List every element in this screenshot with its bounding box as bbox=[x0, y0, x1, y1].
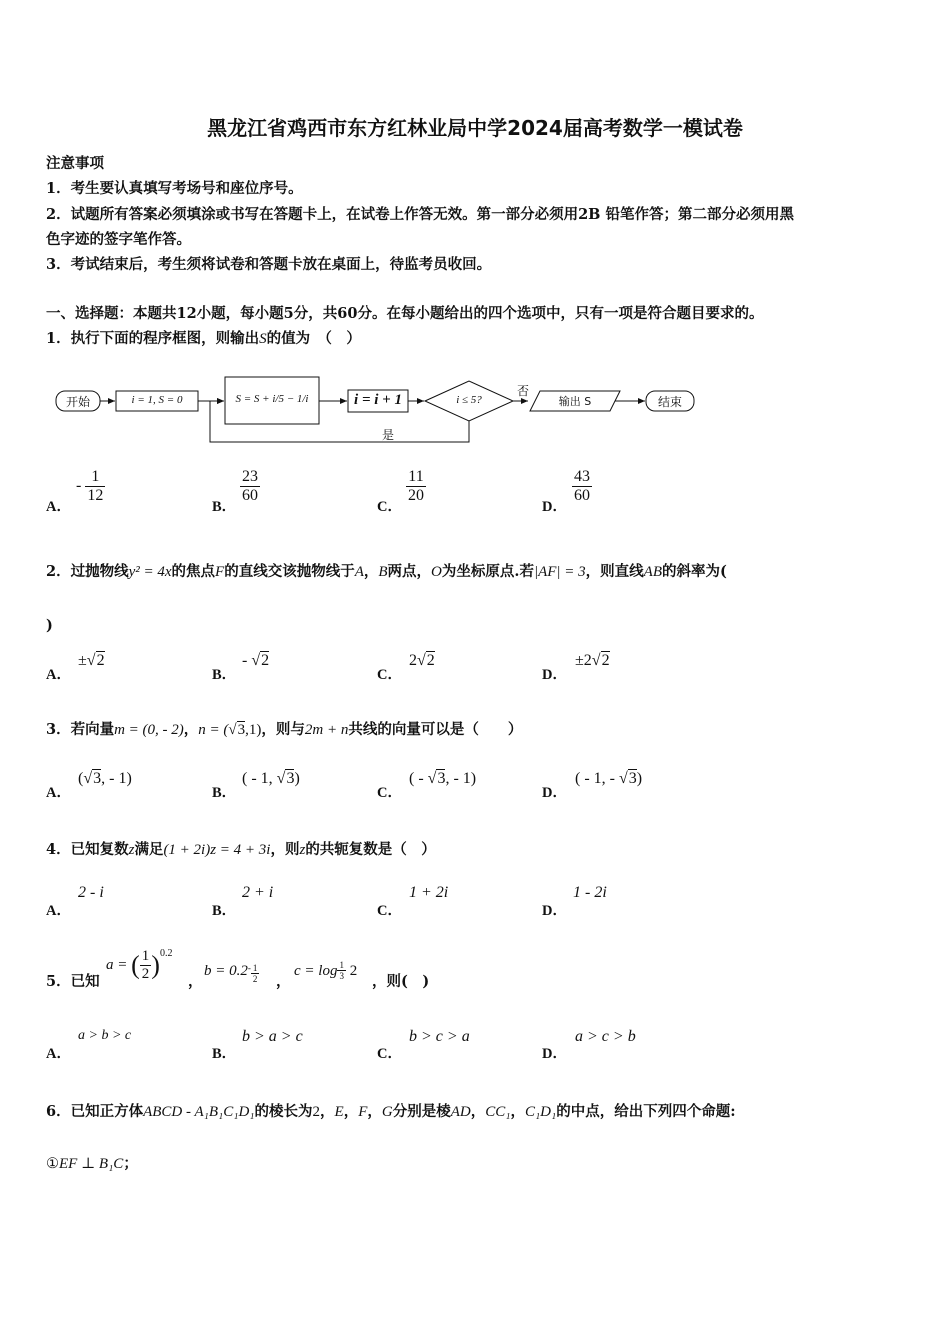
option-label: D． bbox=[542, 785, 567, 801]
flow-start: 开始 bbox=[65, 395, 90, 409]
option-value: 1 - 2i bbox=[573, 884, 607, 901]
option-value: (√3, - 1) bbox=[78, 770, 132, 787]
question-5-lead: 5．已知 bbox=[46, 973, 100, 990]
flow-update-s: S = S + i/5 − 1/i bbox=[235, 393, 309, 405]
flow-init: i = 1, S = 0 bbox=[131, 394, 183, 406]
option-label: D． bbox=[542, 903, 567, 919]
option-label: B． bbox=[212, 785, 237, 801]
option-label: D． bbox=[542, 1046, 567, 1062]
notice-item: 2．试题所有答案必须填涂或书写在答题卡上，在试卷上作答无效。第一部分必须用2B 铅笔作答；第二部分必须用黑 bbox=[46, 206, 794, 223]
option-value: 1 + 2i bbox=[409, 884, 449, 901]
option-value: - $\frac{1}{12}$ bbox=[76, 468, 104, 504]
option-value: ( - 1, - √3) bbox=[575, 770, 643, 787]
option-value: $\frac{23}{60}$ bbox=[242, 468, 258, 504]
comma: ， bbox=[188, 973, 203, 990]
option-value: $\frac{43}{60}$ bbox=[574, 468, 590, 504]
option-value: 2 + i bbox=[242, 884, 274, 901]
option-label: D． bbox=[542, 499, 567, 515]
option-label: A． bbox=[46, 785, 71, 801]
question-4-stem: 4．已知复数z满足(1 + 2i)z = 4 + 3i，则z的共轭复数是（ ） bbox=[46, 841, 436, 858]
notice-item: 色字迹的签字笔作答。 bbox=[46, 231, 191, 248]
flow-no-label: 否 bbox=[517, 384, 530, 398]
option-value: ±2√2 bbox=[575, 652, 610, 669]
option-label: D． bbox=[542, 667, 567, 683]
option-value: b > c > a bbox=[409, 1028, 470, 1045]
question-5-tail: ，则( ) bbox=[372, 973, 430, 990]
flow-increment: i = i + 1 bbox=[354, 392, 402, 408]
flowchart-connectors bbox=[50, 370, 710, 450]
option-value: ( - 1, √3) bbox=[242, 770, 300, 787]
option-label: C． bbox=[377, 903, 402, 919]
option-value: $\frac{11}{20}$ bbox=[408, 468, 424, 504]
q5-b-expr: b = 0.2- $\frac{1}{2}$ bbox=[204, 963, 258, 984]
option-label: A． bbox=[46, 1046, 71, 1062]
option-value: ( - √3, - 1) bbox=[409, 770, 477, 787]
option-label: C． bbox=[377, 1046, 402, 1062]
option-label: B． bbox=[212, 667, 237, 683]
option-value: a > b > c bbox=[78, 1028, 132, 1043]
question-1-stem: 1．执行下面的程序框图，则输出S的值为 （ ） bbox=[46, 330, 361, 347]
option-value: 2 - i bbox=[78, 884, 104, 901]
question-2-stem: 2．过抛物线y² = 4x的焦点F的直线交该抛物线于A，B两点，O为坐标原点.若|AF| = 3，则直线AB的斜率为( bbox=[46, 563, 727, 580]
option-label: A． bbox=[46, 499, 71, 515]
option-value: b > a > c bbox=[242, 1028, 303, 1045]
flow-yes-label: 是 bbox=[382, 428, 395, 442]
question-2-close: ) bbox=[46, 617, 53, 634]
flow-condition: i ≤ 5? bbox=[456, 394, 482, 406]
notice-heading: 注意事项 bbox=[46, 155, 104, 172]
option-label: A． bbox=[46, 903, 71, 919]
notice-item: 1．考生要认真填写考场号和座位序号。 bbox=[46, 180, 303, 197]
option-value: ±√2 bbox=[78, 652, 105, 669]
flowchart bbox=[50, 370, 710, 450]
question-6-proposition-1: ①EF ⊥ B₁C； bbox=[46, 1155, 138, 1172]
option-label: C． bbox=[377, 785, 402, 801]
comma: ， bbox=[276, 973, 291, 990]
question-6-stem: 6．已知正方体ABCD - A₁B₁C₁D₁的棱长为2，E，F，G分别是棱AD，CC₁，C₁D₁的中点，给出下列四个命题: bbox=[46, 1103, 736, 1120]
option-label: B． bbox=[212, 499, 237, 515]
option-label: B． bbox=[212, 903, 237, 919]
option-label: C． bbox=[377, 499, 402, 515]
q5-a-expr: a = ( $\frac{1}{2}$ )$^{0.2}$ bbox=[106, 948, 173, 982]
option-value: 2√2 bbox=[409, 652, 435, 669]
page-title: 黑龙江省鸡西市东方红林业局中学2024届高考数学一模试卷 bbox=[207, 116, 743, 140]
notice-item: 3．考试结束后，考生须将试卷和答题卡放在桌面上，待监考员收回。 bbox=[46, 256, 492, 273]
option-label: B． bbox=[212, 1046, 237, 1062]
q5-c-expr: c = log $\frac{1}{3}$ 2 bbox=[294, 960, 358, 981]
question-3-stem: 3．若向量m = (0, - 2)，n = (√3,1)，则与2m + n共线的向量可以是（ ） bbox=[46, 721, 523, 738]
option-label: A． bbox=[46, 667, 71, 683]
option-value: - √2 bbox=[242, 652, 270, 669]
flow-output: 输出 S bbox=[558, 395, 592, 408]
section-heading: 一、选择题：本题共12小题，每小题5分，共60分。在每小题给出的四个选项中，只有一项是符合题目要求的。 bbox=[46, 305, 764, 322]
flow-end: 结束 bbox=[657, 395, 682, 409]
option-value: a > c > b bbox=[575, 1028, 636, 1045]
option-label: C． bbox=[377, 667, 402, 683]
